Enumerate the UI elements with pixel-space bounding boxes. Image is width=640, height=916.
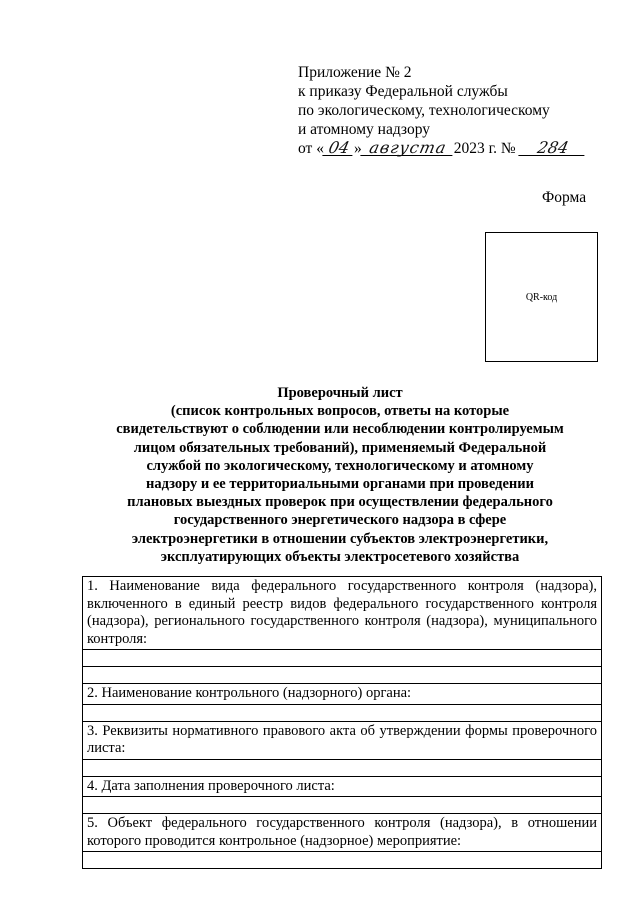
table-row bbox=[83, 797, 602, 814]
order-date-line bbox=[298, 139, 598, 158]
title-line: службой по экологическому, технологическому и атомному bbox=[146, 457, 534, 474]
table-row bbox=[83, 852, 602, 869]
item-4-answer-field[interactable] bbox=[83, 797, 602, 814]
qr-code-label: QR-код bbox=[525, 291, 558, 303]
qr-code-box bbox=[485, 232, 598, 362]
appendix-order-line: к приказу Федеральной службы bbox=[298, 83, 508, 100]
handwritten-day: 04 bbox=[322, 140, 355, 156]
handwritten-order-number: 284 bbox=[518, 140, 587, 156]
title-line: электроэнергетики в отношении субъектов электроэнергетики, bbox=[131, 530, 549, 547]
table-row bbox=[83, 776, 602, 797]
checklist-form-table bbox=[82, 576, 602, 869]
handwritten-month: августа bbox=[360, 140, 455, 156]
appendix-agency-line: по экологическому, технологическому bbox=[298, 102, 550, 119]
item-1-label: 1. Наименование вида федерального государственного контроля (надзора), включенного в единый реестр видов федерального государственного контроля (надзора), регионального государственного контроля (надзора), муниципального контроля: bbox=[83, 577, 602, 650]
table-row bbox=[83, 759, 602, 776]
title-line: лицом обязательных требований), применяемый Федеральной bbox=[133, 439, 547, 456]
document-title bbox=[80, 384, 600, 566]
date-prefix: от « bbox=[298, 140, 324, 157]
table-row bbox=[83, 667, 602, 684]
item-3-answer-field[interactable] bbox=[83, 759, 602, 776]
table-row bbox=[83, 704, 602, 721]
title-line: (список контрольных вопросов, ответы на которые bbox=[170, 403, 510, 420]
item-5-label: 5. Объект федерального государственного контроля (надзора), в отношении которого проводится контрольное (надзорное) мероприятие: bbox=[83, 814, 602, 852]
item-2-answer-field[interactable] bbox=[83, 704, 602, 721]
title-line: свидетельствуют о соблюдении или несоблюдении контролируемым bbox=[116, 421, 564, 438]
title-line: надзору и ее территориальными органами при проведении bbox=[146, 476, 534, 493]
title-line: эксплуатирующих объекты электросетевого хозяйства bbox=[160, 548, 520, 565]
title-line: Проверочный лист bbox=[277, 385, 403, 401]
table-row bbox=[83, 650, 602, 667]
title-line: государственного энергетического надзора в сфере bbox=[173, 512, 507, 529]
item-1-answer-field[interactable] bbox=[83, 650, 602, 667]
date-mid: » bbox=[353, 140, 362, 157]
item-4-label: 4. Дата заполнения проверочного листа: bbox=[83, 776, 602, 797]
spacer-row bbox=[83, 667, 602, 684]
appendix-number: Приложение № 2 bbox=[298, 64, 412, 81]
appendix-header bbox=[298, 63, 598, 158]
table-row bbox=[83, 814, 602, 852]
form-label: Форма bbox=[542, 189, 587, 206]
table-row bbox=[83, 721, 602, 759]
table-row bbox=[83, 684, 602, 705]
appendix-agency-line-2: и атомному надзору bbox=[298, 121, 430, 138]
year-text: 2023 г. № bbox=[453, 140, 516, 157]
table-row bbox=[83, 577, 602, 650]
item-5-answer-field[interactable] bbox=[83, 852, 602, 869]
item-3-label: 3. Реквизиты нормативного правового акта об утверждении формы проверочного листа: bbox=[83, 721, 602, 759]
item-2-label: 2. Наименование контрольного (надзорного) органа: bbox=[83, 684, 602, 705]
title-line: плановых выездных проверок при осуществлении федерального bbox=[127, 494, 553, 511]
